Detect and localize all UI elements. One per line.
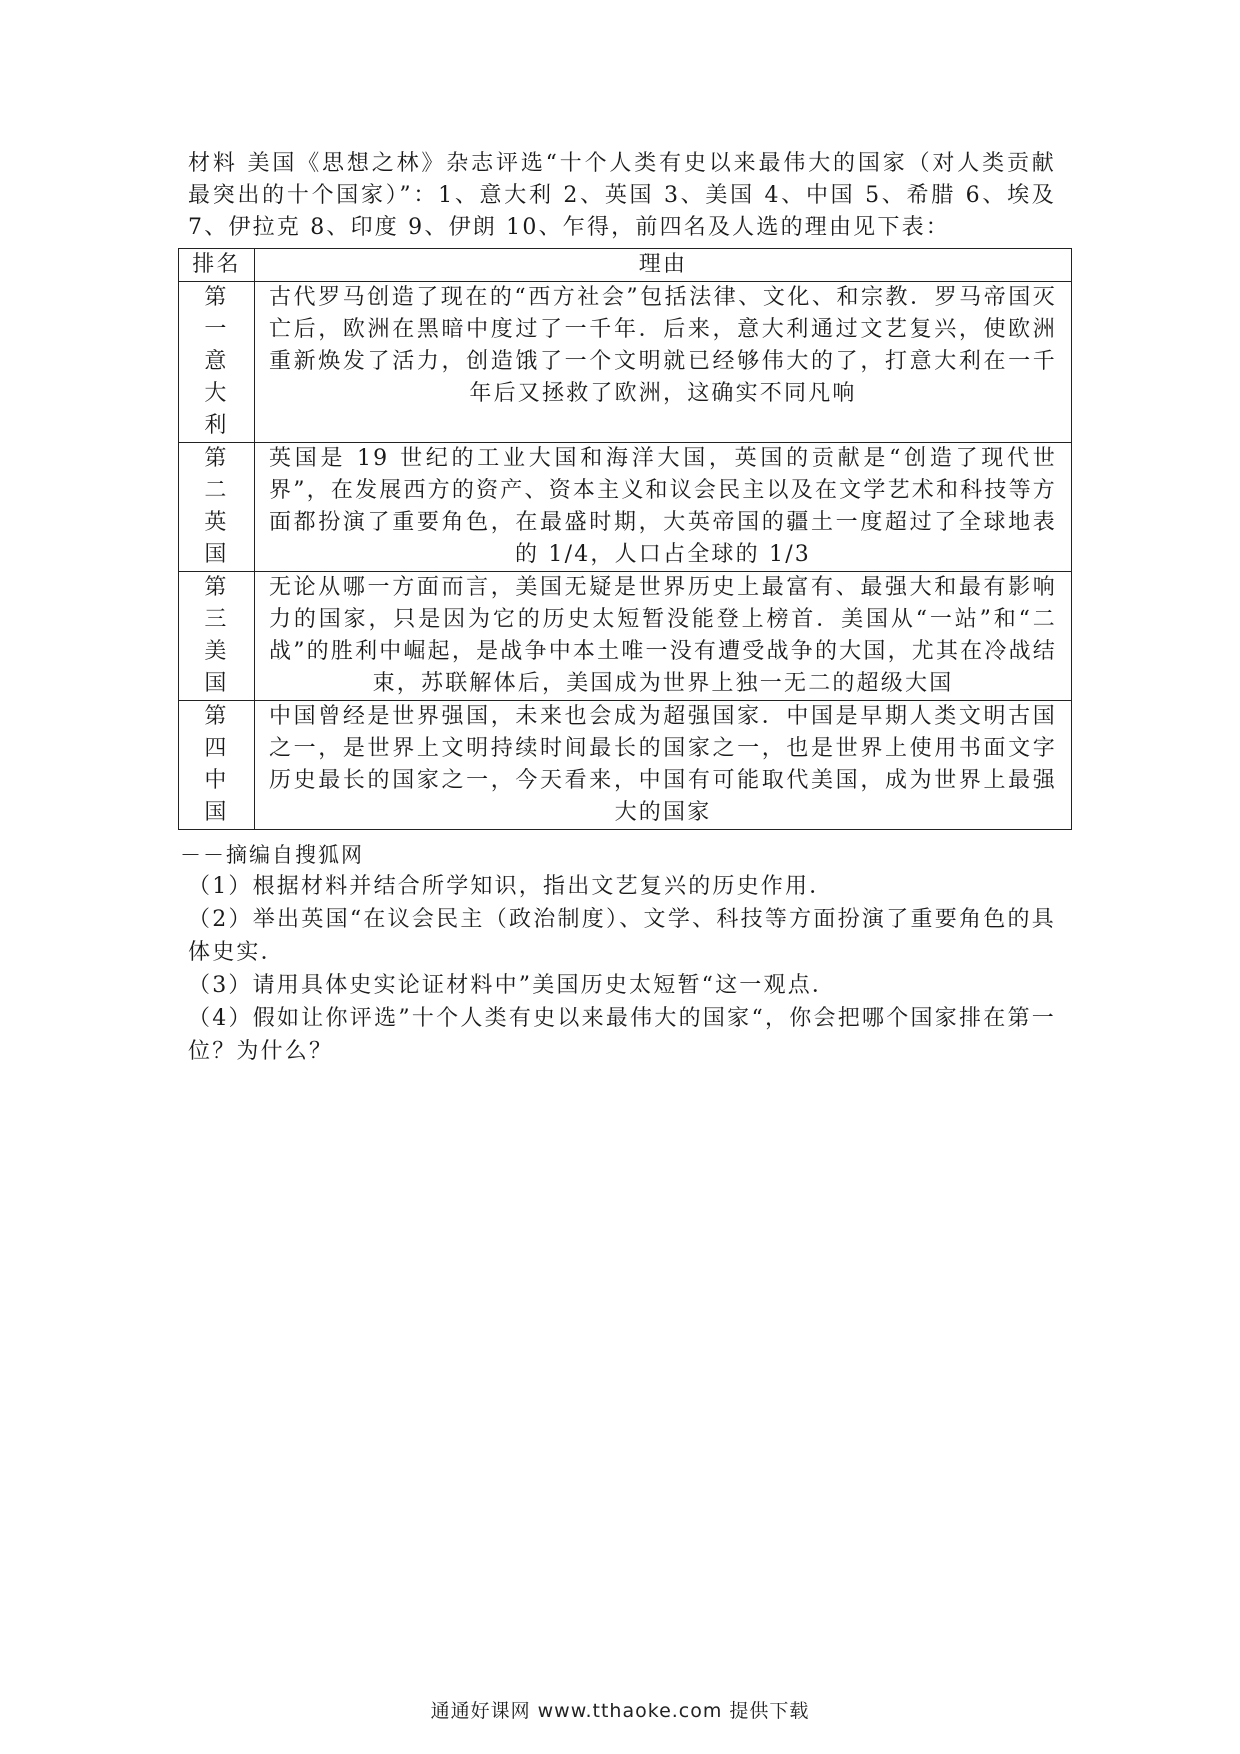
rank-cell bbox=[179, 282, 255, 443]
reason-text: 无论从哪一方面而言，美国无疑是世界历史上最富有、最强大和最有影响力的国家，只是因为它的历史太短暂没能登上榜首．美国从“一站”和“二战”的胜利中崛起，是战争中本土唯一没有遭受战争的大国，尤其在冷战结束，苏联解体后，美国成为世界上独一无二的超级大国 bbox=[269, 575, 1057, 696]
rank-cell bbox=[179, 572, 255, 701]
rank-cell bbox=[179, 701, 255, 830]
table-row bbox=[179, 572, 1072, 701]
question-item: （3）请用具体史实论证材料中”美国历史太短暂“这一观点． bbox=[188, 973, 837, 998]
question-list bbox=[188, 870, 1056, 1068]
rank-label: 第四中国 bbox=[204, 704, 229, 825]
rank-label: 第一意大利 bbox=[204, 285, 229, 438]
table-row bbox=[179, 443, 1072, 572]
material-intro: 材料 美国《思想之林》杂志评选“十个人类有史以来最伟大的国家（对人类贡献最突出的十个国家）”：1、意大利 2、英国 3、美国 4、中国 5、希腊 6、埃及 7、伊拉克 8、印度 9、伊朗 10、乍得，前四名及人选的理由见下表： bbox=[188, 151, 1056, 240]
question-item: （1）根据材料并结合所学知识，指出文艺复兴的历史作用． bbox=[188, 874, 834, 899]
question-item: （2）举出英国“在议会民主（政治制度）、文学、科技等方面扮演了重要角色的具体史实． bbox=[188, 907, 1056, 965]
rank-label: 第二英国 bbox=[204, 446, 229, 567]
rank-cell bbox=[179, 443, 255, 572]
reason-cell bbox=[255, 701, 1072, 830]
reason-cell bbox=[255, 443, 1072, 572]
table-header-row bbox=[179, 249, 1072, 282]
table-row bbox=[179, 701, 1072, 830]
table-row bbox=[179, 282, 1072, 443]
ranking-table bbox=[178, 248, 1072, 830]
header-reason: 理由 bbox=[255, 249, 1072, 282]
header-rank: 排名 bbox=[179, 249, 255, 282]
reason-cell bbox=[255, 282, 1072, 443]
reason-text: 中国曾经是世界强国，未来也会成为超强国家．中国是早期人类文明古国之一，是世界上文明持续时间最长的国家之一，也是世界上使用书面文字历史最长的国家之一，今天看来，中国有可能取代美国，成为世界上最强大的国家 bbox=[269, 704, 1057, 825]
reason-text: 古代罗马创造了现在的“西方社会”包括法律、文化、和宗教．罗马帝国灭亡后，欧洲在黑暗中度过了一千年．后来，意大利通过文艺复兴，使欧洲重新焕发了活力，创造饿了一个文明就已经够伟大的了，打意大利在一千年后又拯救了欧洲，这确实不同凡响 bbox=[269, 285, 1057, 406]
question-item: （4）假如让你评选”十个人类有史以来最伟大的国家“，你会把哪个国家排在第一位？为什么？ bbox=[188, 1006, 1056, 1064]
reason-text: 英国是 19 世纪的工业大国和海洋大国，英国的贡献是“创造了现代世界”，在发展西方的资产、资本主义和议会民主以及在文学艺术和科技等方面都扮演了重要角色，在最盛时期，大英帝国的疆土一度超过了全球地表的 1/4，人口占全球的 1/3 bbox=[269, 446, 1057, 567]
source-note: －－摘编自搜狐网 bbox=[180, 843, 364, 867]
footer-download-note: 通通好课网 www.tthaoke.com 提供下载 bbox=[430, 1700, 810, 1722]
rank-label: 第三美国 bbox=[204, 575, 229, 696]
reason-cell bbox=[255, 572, 1072, 701]
